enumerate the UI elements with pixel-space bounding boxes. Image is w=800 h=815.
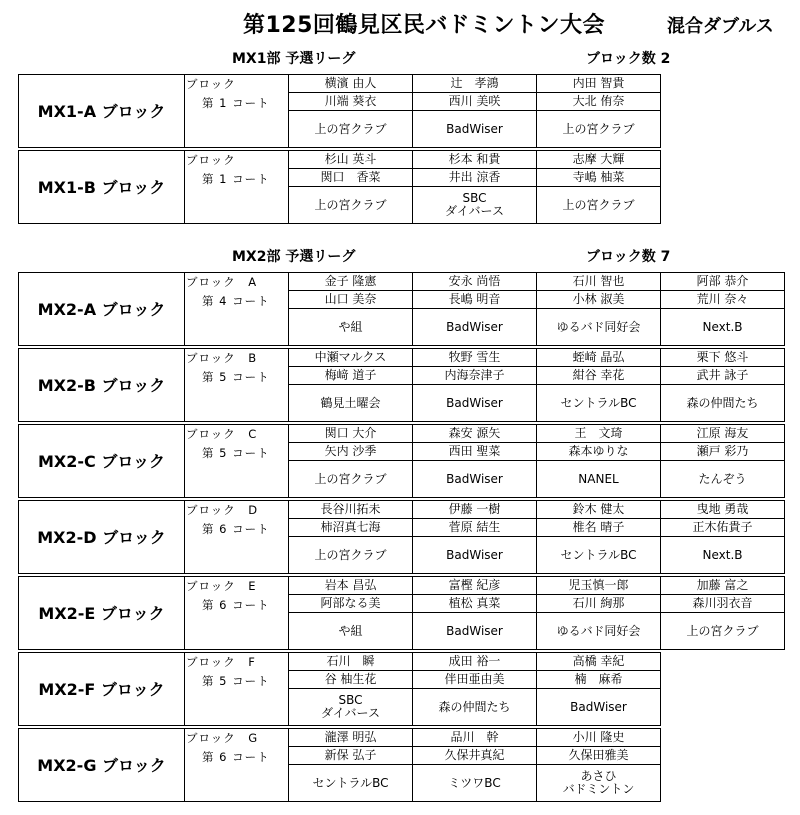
team-club: BadWiser [413,385,537,422]
block-table [18,348,785,422]
team-player: 紺谷 幸花 [537,367,661,385]
court-label: 第 4 コート [202,294,270,308]
team-club: セントラルBC [289,765,413,802]
team-player: 辻 孝鴻 [413,75,537,93]
block-court-info [185,501,289,574]
team-club: たんぞう [661,461,785,498]
team-club: ミツワBC [413,765,537,802]
team-player: 高橋 幸紀 [537,653,661,671]
team-player: 石川 智也 [537,273,661,291]
block-court-info [185,273,289,346]
team-player: 内田 智貴 [537,75,661,93]
empty-cell [661,671,785,689]
block-name: MX2-E ブロック [19,577,185,650]
team-player: 曳地 勇哉 [661,501,785,519]
team-player: 内海奈津子 [413,367,537,385]
team-club: BadWiser [413,537,537,574]
team-player: 小川 隆史 [537,729,661,747]
team-club: SBC ダイバース [289,689,413,726]
block-count: ブロック数 2 [586,51,671,67]
block-label: ブロック A [186,275,258,289]
team-player: 植松 真菜 [413,595,537,613]
team-player: 武井 詠子 [661,367,785,385]
empty-cell [661,689,785,726]
team-player: 加藤 富之 [661,577,785,595]
team-player: 中瀬マルクス [289,349,413,367]
team-player: 富樫 紀彦 [413,577,537,595]
court-label: 第 5 コート [202,446,270,460]
team-player: 柿沼真七海 [289,519,413,537]
court-label: 第 6 コート [202,750,270,764]
block-court-info [185,729,289,802]
block-table [18,272,785,346]
team-player: 品川 幹 [413,729,537,747]
block-count: ブロック数 7 [586,249,671,265]
team-player: 西川 美咲 [413,93,537,111]
team-player: 森本ゆりな [537,443,661,461]
team-player: 小林 淑美 [537,291,661,309]
team-club: 上の宮クラブ [289,537,413,574]
team-club: セントラルBC [537,537,661,574]
team-player: 川端 葵衣 [289,93,413,111]
block-court-info [185,151,289,224]
team-player: 牧野 雪生 [413,349,537,367]
team-player: 梅﨑 道子 [289,367,413,385]
team-player: 伊藤 一樹 [413,501,537,519]
team-player: 久保井真紀 [413,747,537,765]
team-player: 長嶋 明音 [413,291,537,309]
team-player: 岩本 昌弘 [289,577,413,595]
team-club: 上の宮クラブ [537,111,661,148]
court-label: 第 1 コート [202,172,270,186]
team-club: 鶴見土曜会 [289,385,413,422]
team-player: 児玉慎一郎 [537,577,661,595]
block-name: MX2-B ブロック [19,349,185,422]
block-court-info [185,75,289,148]
team-player: 王 文琦 [537,425,661,443]
block-label: ブロック B [186,351,258,365]
team-player: 谷 柚生花 [289,671,413,689]
team-club: BadWiser [413,111,537,148]
block-table [18,500,785,574]
team-player: 寺嶋 柚菜 [537,169,661,187]
empty-cell [661,747,785,765]
team-player: 新保 弘子 [289,747,413,765]
team-club: BadWiser [537,689,661,726]
section-header-mx1 [0,48,800,68]
team-player: 瀬戸 彩乃 [661,443,785,461]
team-player: 阿部なる美 [289,595,413,613]
team-player: 山口 美奈 [289,291,413,309]
team-player: 久保田雅美 [537,747,661,765]
team-player: 瀧澤 明弘 [289,729,413,747]
block-table [18,424,785,498]
team-player: 杉山 英斗 [289,151,413,169]
team-player: 荒川 奈々 [661,291,785,309]
team-player: 成田 裕一 [413,653,537,671]
team-club: Next.B [661,309,785,346]
block-name: MX2-G ブロック [19,729,185,802]
team-club: 上の宮クラブ [537,187,661,224]
team-player: 石川 絢那 [537,595,661,613]
team-player: 矢内 沙季 [289,443,413,461]
block-name: MX2-A ブロック [19,273,185,346]
team-club: や組 [289,309,413,346]
block-label: ブロック D [186,503,259,517]
team-club: や組 [289,613,413,650]
team-club: 上の宮クラブ [661,613,785,650]
court-label: 第 1 コート [202,96,270,110]
team-player: 栗下 悠斗 [661,349,785,367]
team-player: 杉本 和貴 [413,151,537,169]
team-club: 上の宮クラブ [289,461,413,498]
block-label: ブロック F [186,655,256,669]
block-table [18,150,661,224]
team-player: 関口 大介 [289,425,413,443]
court-label: 第 5 コート [202,370,270,384]
team-player: 阿部 恭介 [661,273,785,291]
team-player: 森川羽衣音 [661,595,785,613]
team-player: 西田 聖菜 [413,443,537,461]
event-category: 混合ダブルス [667,16,774,37]
team-club: ゆるバド同好会 [537,309,661,346]
block-label: ブロック [186,77,236,91]
team-club: SBC ダイバース [413,187,537,224]
team-player: 安永 尚悟 [413,273,537,291]
court-label: 第 5 コート [202,674,270,688]
team-player: 正木佑貴子 [661,519,785,537]
team-player: 長谷川拓未 [289,501,413,519]
team-player: 志摩 大輝 [537,151,661,169]
block-court-info [185,425,289,498]
block-table [18,74,661,148]
team-club: NANEL [537,461,661,498]
block-name: MX2-C ブロック [19,425,185,498]
team-player: 楠 麻希 [537,671,661,689]
section-header-mx2 [0,246,800,266]
team-club: あさひ バドミントン [537,765,661,802]
team-player: 関口 香菜 [289,169,413,187]
team-player: 石川 瞬 [289,653,413,671]
empty-cell [661,729,785,747]
team-club: Next.B [661,537,785,574]
team-player: 横濱 由人 [289,75,413,93]
block-name: MX2-D ブロック [19,501,185,574]
empty-cell [661,653,785,671]
block-table [18,728,785,802]
team-player: 金子 隆憲 [289,273,413,291]
team-player: 森安 源矢 [413,425,537,443]
court-label: 第 6 コート [202,522,270,536]
team-player: 菅原 結生 [413,519,537,537]
block-label: ブロック C [186,427,258,441]
block-court-info [185,577,289,650]
team-player: 大北 侑奈 [537,93,661,111]
section-title: MX2部 予選リーグ [232,249,356,265]
team-player: 井出 涼香 [413,169,537,187]
team-club: BadWiser [413,309,537,346]
team-club: 森の仲間たち [413,689,537,726]
block-label: ブロック G [186,731,259,745]
block-court-info [185,653,289,726]
team-player: 伴田亜由美 [413,671,537,689]
team-player: 江原 海友 [661,425,785,443]
block-label: ブロック E [186,579,257,593]
block-table [18,576,785,650]
block-label: ブロック [186,153,236,167]
team-club: BadWiser [413,613,537,650]
block-court-info [185,349,289,422]
empty-cell [661,765,785,802]
team-club: セントラルBC [537,385,661,422]
block-table [18,652,785,726]
team-player: 椎名 晴子 [537,519,661,537]
block-name: MX1-A ブロック [19,75,185,148]
team-club: BadWiser [413,461,537,498]
team-player: 蛭崎 晶弘 [537,349,661,367]
team-club: 上の宮クラブ [289,111,413,148]
page-title: 第125回鶴見区民バドミントン大会 [243,13,605,38]
block-name: MX1-B ブロック [19,151,185,224]
team-club: 森の仲間たち [661,385,785,422]
team-player: 鈴木 健太 [537,501,661,519]
section-title: MX1部 予選リーグ [232,51,356,67]
team-club: 上の宮クラブ [289,187,413,224]
block-name: MX2-F ブロック [19,653,185,726]
team-club: ゆるバド同好会 [537,613,661,650]
court-label: 第 6 コート [202,598,270,612]
